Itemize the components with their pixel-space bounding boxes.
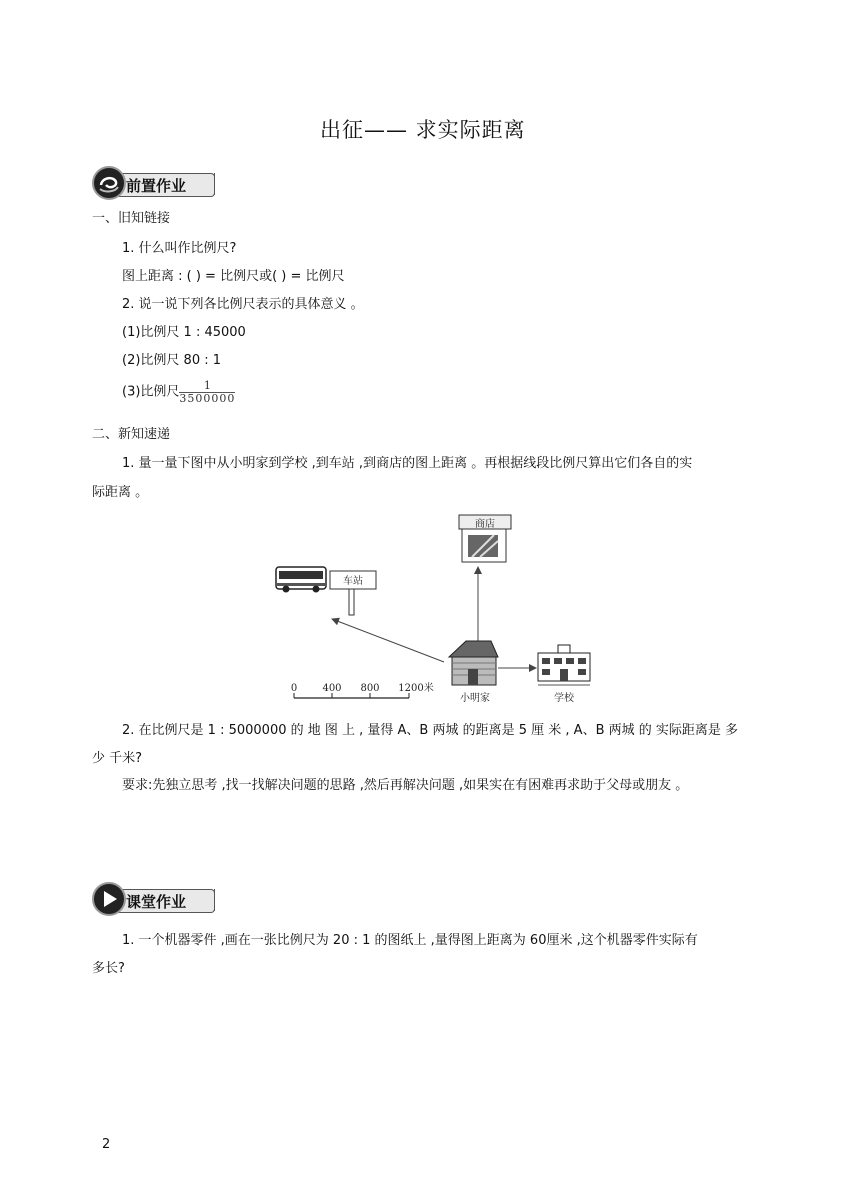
play-icon (92, 882, 126, 916)
shop-label: 商店 (475, 519, 495, 530)
school-icon (538, 645, 590, 685)
badge-label: 课堂作业 (126, 893, 187, 911)
scale-bar (294, 693, 409, 698)
section-heading-new: 二、新知速递 (92, 427, 171, 442)
badge-label: 前置作业 (126, 177, 187, 195)
scale-tick-2: 800 (360, 683, 380, 694)
scale-item-2: (2)比例尺 80 : 1 (122, 353, 222, 368)
scale-item-3-prefix: (3)比例尺 (122, 384, 180, 400)
home-icon (449, 641, 498, 685)
section-badge-preclass (92, 166, 217, 202)
bus-icon (276, 567, 326, 593)
scale-item-1: (1)比例尺 1 : 45000 (122, 325, 246, 340)
page-number: 2 (102, 1137, 111, 1152)
question-scale-line1: 2. 在比例尺是 1 : 5000000 的 地 图 上 , 量得 A、B 两城 的距离是 5 厘 米 , A、B 两城 的 实际距离是 多 (122, 723, 739, 738)
fraction (179, 380, 235, 405)
formula-line: 图上距离 : ( ) = 比例尺或( ) = 比例尺 (122, 269, 345, 284)
map-diagram (266, 505, 606, 710)
school-label: 学校 (554, 693, 574, 704)
requirement-note: 要求:先独立思考 ,找一找解决问题的思路 ,然后再解决问题 ,如果实在有困难再求助于父母或朋友 。 (122, 778, 689, 793)
question-map-line1: 1. 量一量下图中从小明家到学校 ,到车站 ,到商店的图上距离 。再根据线段比例尺算出它们各自的实 (122, 456, 693, 471)
section-badge-classwork (92, 882, 217, 918)
scale-tick-3: 1200米 (398, 683, 434, 694)
fraction-denominator: 3500000 (179, 392, 236, 405)
question-2: 2. 说一说下列各比例尺表示的具体意义 。 (122, 297, 364, 312)
swirl-icon (92, 166, 126, 200)
classwork-question-line1: 1. 一个机器零件 ,画在一张比例尺为 20 : 1 的图纸上 ,量得图上距离为 60厘米 ,这个机器零件实际有 (122, 933, 698, 948)
classwork-question-line2: 多长? (92, 961, 125, 976)
station-label: 车站 (343, 576, 363, 587)
fraction-numerator: 1 (179, 380, 235, 393)
question-map-line2: 际距离 。 (92, 485, 149, 500)
question-1: 1. 什么叫作比例尺? (122, 241, 237, 256)
page-title: 出征—— 求实际距离 (320, 118, 526, 142)
scale-tick-1: 400 (322, 683, 342, 694)
arrow-to-station (332, 619, 444, 662)
scale-item-3 (122, 380, 235, 405)
home-label: 小明家 (460, 693, 490, 704)
scale-tick-0: 0 (290, 683, 298, 694)
section-heading-review: 一、旧知链接 (92, 211, 171, 226)
question-scale-line2: 少 千米? (92, 751, 143, 766)
